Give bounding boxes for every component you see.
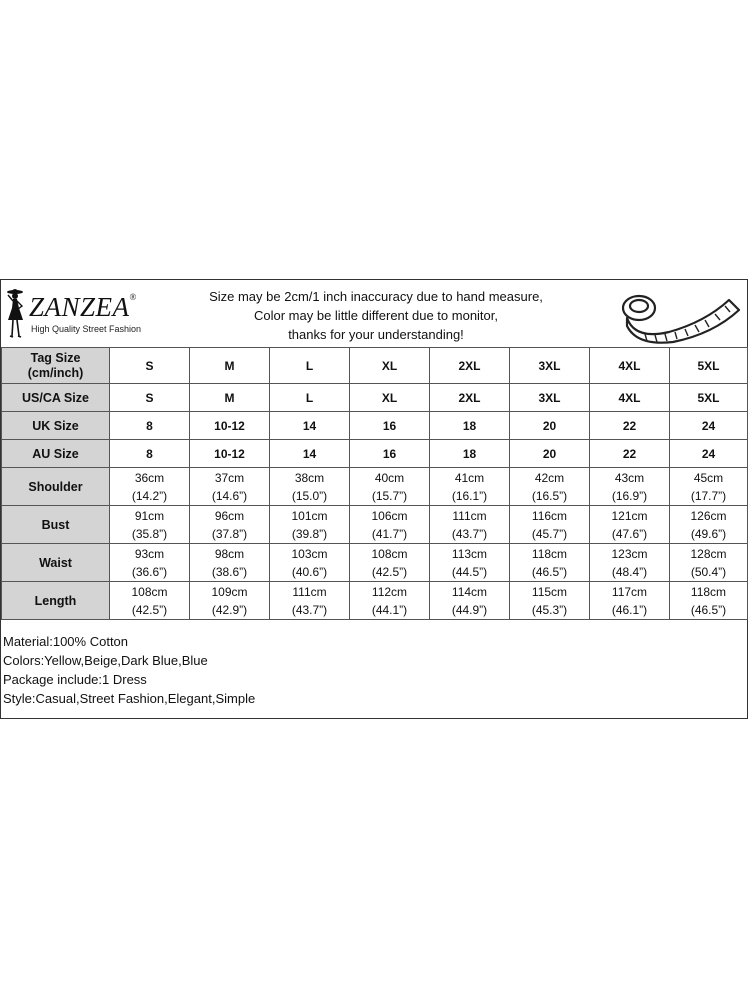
table-cell (670, 544, 748, 582)
spec-colors: Colors:Yellow,Beige,Dark Blue,Blue (3, 653, 208, 668)
table-cell (590, 506, 670, 544)
table-cell: XL (350, 384, 430, 412)
table-cell (430, 544, 510, 582)
table-cell: 2XL (430, 348, 510, 384)
table-cell (270, 582, 350, 620)
cell-cm: 108cm (371, 546, 408, 561)
cell-inch: (16.9”) (611, 488, 648, 503)
fashion-figure-icon (5, 286, 31, 340)
table-cell: 22 (590, 440, 670, 468)
spec-package: Package include:1 Dress (3, 672, 147, 687)
table-row (2, 506, 748, 544)
table-cell: 3XL (510, 384, 590, 412)
table-cell: 14 (270, 412, 350, 440)
table-cell (110, 506, 190, 544)
cell-cm: 93cm (134, 546, 165, 561)
cell-inch: (46.1”) (611, 602, 648, 617)
cell-inch: (43.7”) (291, 602, 328, 617)
table-cell: 5XL (670, 348, 748, 384)
cell-cm: 123cm (611, 546, 648, 561)
table-cell (510, 468, 590, 506)
table-cell (510, 544, 590, 582)
notice-line: thanks for your understanding! (288, 327, 464, 342)
size-chart-card (0, 279, 748, 719)
cell-cm: 42cm (534, 470, 565, 485)
brand-tagline: High Quality Street Fashion (31, 324, 142, 334)
table-row (2, 582, 748, 620)
cell-inch: (40.6”) (291, 564, 328, 579)
cell-cm: 96cm (214, 508, 245, 523)
cell-cm: 113cm (451, 546, 488, 561)
table-cell: 2XL (430, 384, 510, 412)
table-row (2, 384, 748, 412)
table-cell (590, 582, 670, 620)
table-cell: 24 (670, 412, 748, 440)
cell-cm: 98cm (214, 546, 245, 561)
spec-material: Material:100% Cotton (3, 634, 129, 649)
cell-inch: (36.6”) (131, 564, 168, 579)
table-row (2, 468, 748, 506)
cell-inch: (35.8”) (131, 526, 168, 541)
table-cell (270, 544, 350, 582)
table-cell: 16 (350, 440, 430, 468)
row-label: Length (2, 582, 110, 620)
cell-inch: (45.3”) (531, 602, 568, 617)
size-table (1, 347, 748, 620)
cell-inch: (50.4”) (690, 564, 727, 579)
cell-inch: (44.5”) (451, 564, 488, 579)
cell-inch: (43.7”) (451, 526, 488, 541)
cell-cm: 91cm (134, 508, 165, 523)
cell-inch: (46.5”) (531, 564, 568, 579)
cell-cm: 40cm (374, 470, 405, 485)
table-cell (190, 506, 270, 544)
table-cell: 4XL (590, 348, 670, 384)
cell-cm: 106cm (371, 508, 408, 523)
cell-cm: 126cm (690, 508, 727, 523)
table-cell: 18 (430, 412, 510, 440)
cell-inch: (44.1”) (371, 602, 408, 617)
cell-inch: (39.8”) (291, 526, 328, 541)
cell-cm: 43cm (614, 470, 645, 485)
cell-cm: 111cm (292, 584, 327, 599)
table-cell: 14 (270, 440, 350, 468)
row-label: Tag Size (cm/inch) (2, 348, 110, 384)
cell-cm: 37cm (214, 470, 245, 485)
cell-cm: 115cm (531, 584, 568, 599)
cell-inch: (49.6”) (690, 526, 727, 541)
table-cell: L (270, 384, 350, 412)
table-cell (110, 468, 190, 506)
table-cell (590, 468, 670, 506)
cell-inch: (41.7”) (371, 526, 408, 541)
table-cell: 10-12 (190, 440, 270, 468)
product-specs (3, 632, 255, 708)
cell-inch: (47.6”) (611, 526, 648, 541)
cell-inch: (14.6”) (211, 488, 248, 503)
cell-cm: 111cm (452, 508, 487, 523)
table-cell (590, 544, 670, 582)
table-cell (270, 506, 350, 544)
table-cell (110, 544, 190, 582)
cell-inch: (37.8”) (211, 526, 248, 541)
table-row (2, 348, 748, 384)
row-label: Waist (2, 544, 110, 582)
row-label: US/CA Size (2, 384, 110, 412)
brand-name: ZANZEA® (29, 292, 137, 322)
cell-cm: 103cm (291, 546, 328, 561)
cell-inch: (42.5”) (371, 564, 408, 579)
row-label: Shoulder (2, 468, 110, 506)
cell-cm: 36cm (134, 470, 165, 485)
cell-cm: 116cm (531, 508, 568, 523)
table-cell: XL (350, 348, 430, 384)
row-label: UK Size (2, 412, 110, 440)
row-label: Bust (2, 506, 110, 544)
table-row (2, 412, 748, 440)
cell-cm: 117cm (611, 584, 648, 599)
cell-inch: (15.0”) (291, 488, 328, 503)
brand-logo (5, 286, 165, 342)
cell-inch: (44.9”) (451, 602, 488, 617)
table-cell: L (270, 348, 350, 384)
table-cell (350, 468, 430, 506)
table-cell: 16 (350, 412, 430, 440)
table-cell (350, 544, 430, 582)
chart-header (1, 280, 747, 347)
table-cell: 3XL (510, 348, 590, 384)
table-cell: 22 (590, 412, 670, 440)
cell-cm: 38cm (294, 470, 325, 485)
measurement-notice (171, 287, 581, 344)
table-cell: 5XL (670, 384, 748, 412)
cell-inch: (48.4”) (611, 564, 648, 579)
cell-inch: (17.7”) (690, 488, 727, 503)
cell-inch: (16.1”) (451, 488, 488, 503)
spec-style: Style:Casual,Street Fashion,Elegant,Simple (3, 691, 256, 706)
cell-inch: (45.7”) (531, 526, 568, 541)
table-cell (510, 582, 590, 620)
table-cell (430, 582, 510, 620)
row-label: AU Size (2, 440, 110, 468)
table-cell (430, 468, 510, 506)
table-cell: M (190, 384, 270, 412)
table-cell: 8 (110, 440, 190, 468)
table-cell: 18 (430, 440, 510, 468)
cell-cm: 118cm (531, 546, 568, 561)
table-cell (670, 582, 748, 620)
table-cell (350, 582, 430, 620)
table-cell (110, 582, 190, 620)
cell-cm: 118cm (690, 584, 727, 599)
table-cell: S (110, 348, 190, 384)
cell-cm: 128cm (690, 546, 727, 561)
cell-cm: 108cm (131, 584, 168, 599)
table-cell: 4XL (590, 384, 670, 412)
cell-inch: (42.9”) (211, 602, 248, 617)
table-cell (270, 468, 350, 506)
table-cell (670, 468, 748, 506)
table-cell: S (110, 384, 190, 412)
table-cell: M (190, 348, 270, 384)
table-cell: 20 (510, 412, 590, 440)
table-cell (190, 582, 270, 620)
table-cell: 24 (670, 440, 748, 468)
table-cell (190, 468, 270, 506)
cell-cm: 109cm (211, 584, 248, 599)
cell-cm: 45cm (693, 470, 724, 485)
table-cell (430, 506, 510, 544)
cell-inch: (15.7”) (371, 488, 408, 503)
notice-line: Size may be 2cm/1 inch inaccuracy due to hand measure, (209, 289, 543, 304)
table-cell: 20 (510, 440, 590, 468)
cell-inch: (46.5”) (690, 602, 727, 617)
table-row (2, 440, 748, 468)
cell-inch: (38.6”) (211, 564, 248, 579)
cell-cm: 101cm (291, 508, 328, 523)
cell-cm: 121cm (611, 508, 648, 523)
table-cell: 8 (110, 412, 190, 440)
table-cell (510, 506, 590, 544)
cell-cm: 114cm (451, 584, 488, 599)
table-cell (350, 506, 430, 544)
cell-inch: (42.5”) (131, 602, 168, 617)
cell-inch: (16.5”) (531, 488, 568, 503)
notice-line: Color may be little different due to monitor, (254, 308, 498, 323)
table-cell (190, 544, 270, 582)
table-row (2, 544, 748, 582)
cell-inch: (14.2”) (131, 488, 168, 503)
table-cell: 10-12 (190, 412, 270, 440)
cell-cm: 112cm (371, 584, 408, 599)
table-cell (670, 506, 748, 544)
cell-cm: 41cm (454, 470, 485, 485)
measuring-tape-icon (617, 282, 745, 344)
